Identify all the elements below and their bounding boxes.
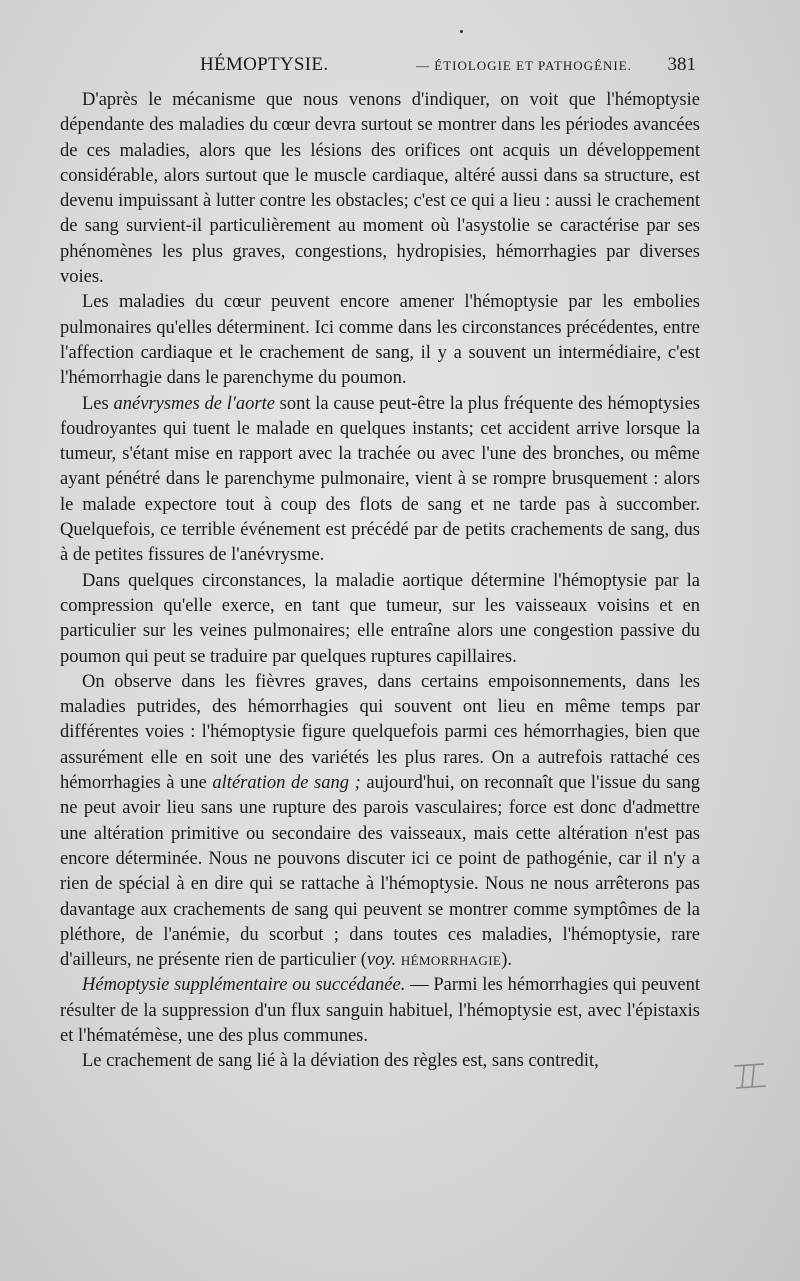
running-title: HÉMOPTYSIE. xyxy=(200,54,329,75)
paragraph-5-text-a: On observe dans les fièvres graves, dans certains empoisonnements, dans les maladies putrides, des hémorrhagies qui souvent ont lieu en même temps par différentes voies : l'hémoptysie figure quelquefois parmi ces hémorrhagies, bien que assurément elle en soit une des variétés les plus rares. On a autrefois rattaché ces hémorrhagies à une xyxy=(60,671,700,794)
paragraph-7: Le crachement de sang lié à la déviation des règles est, sans contredit, xyxy=(82,1051,599,1072)
print-speck xyxy=(460,30,463,33)
paragraph-5-voy: voy. xyxy=(366,950,397,971)
section-title xyxy=(416,51,632,81)
paragraph-3-italic: anévrysmes de l'aorte xyxy=(113,393,275,414)
paragraph-6-text: — Parmi les hémorrhagies qui peuvent résulter de la suppression d'un flux sanguin habituel, l'hémoptysie est, avec l'épistaxis et l'hématémèse, une des plus communes. xyxy=(60,975,700,1046)
paragraph-6 xyxy=(60,973,700,1049)
header-dash: — xyxy=(416,58,430,73)
paragraph-4: Dans quelques circonstances, la maladie aortique détermine l'hémoptysie par la compression qu'elle exerce, en tant que tumeur, sur les vaisseaux voisins et en particulier sur les veines pulmonaires; elle entraîne alors une congestion passive du poumon qui peut se traduire par quelques ruptures capillaires. xyxy=(60,570,700,667)
header-section: ÉTIOLOGIE ET PATHOGÉNIE. xyxy=(434,58,632,73)
handwritten-margin-note xyxy=(730,1058,770,1098)
paragraph-5 xyxy=(60,670,700,974)
paragraph-5-text-b: aujourd'hui, on reconnaît que l'issue du sang ne peut avoir lieu sans une rupture des parois vasculaires; force est donc d'admettre une altération primitive ou secondaire des vaisseaux, mais cette altération n'est pas encore déterminée. Nous ne pouvons discuter ici ce point de pathogénie, car il n'y a rien de spécial à en dire qui se rattache à l'hémoptysie. Nous ne nous arrêterons pas davantage aux crachements de sang qui peuvent se montrer comme symptômes de la pléthore, de l'anémie, du scorbut ; dans toutes ces maladies, l'hémoptysie, rare d'ailleurs, ne présente rien de particulier ( xyxy=(60,773,701,971)
page-number: 381 xyxy=(667,54,696,75)
running-header xyxy=(60,50,700,80)
paragraph-1: D'après le mécanisme que nous venons d'indiquer, on voit que l'hémoptysie dépendante des maladies du cœur devra surtout se montrer dans les périodes avancées de ces maladies, alors que les lésions des orifices ont acquis un développement considérable, alors surtout que le muscle cardiaque, altéré aussi dans sa structure, est devenu impuissant à lutter contre les obstacles; c'est ce qui a lieu : aussi le crachement de sang survient-il particulièrement au moment où l'asystolie se caractérise par ses phénomènes les plus graves, congestions, hydropisies, hémorrhagies par diverses voies. xyxy=(60,90,700,288)
paragraph-5-end: ). xyxy=(501,950,513,971)
paragraph-3-lead: Les xyxy=(82,393,114,414)
paragraph-3-text: sont la cause peut-être la plus fréquente des hémoptysies foudroyantes qui tuent le malade en quelques instants; cet accident arrive lorsque la tumeur, s'étant mise en rapport avec la trachée ou avec l'une des bronches, ou même ayant pénétré dans le parenchyme pulmonaire, vient à se rompre brusquement : alors le malade expectore tout à coup des flots de sang et ne tarde pas à succomber. Quelquefois, ce terrible événement est précédé par de petits crachements de sang, dus à de petites fissures de l'anévrysme. xyxy=(60,393,700,566)
paragraph-2: Les maladies du cœur peuvent encore amener l'hémoptysie par les embolies pulmonaires qu'elles déterminent. Ici comme dans les circonstances précédentes, entre l'affection cardiaque et le crachement de sang, il y a souvent un intermédiaire, c'est l'hémorrhagie dans le parenchyme du poumon. xyxy=(60,292,700,389)
cross-reference: HÉMORRHAGIE xyxy=(400,953,502,969)
paragraph-5-italic: altération de sang ; xyxy=(212,773,361,794)
paragraph-3 xyxy=(60,392,700,569)
paragraph-6-italic: Hémoptysie supplémentaire ou succédanée. xyxy=(82,975,406,996)
margin-note-drawing xyxy=(730,1058,770,1098)
body-text xyxy=(60,88,700,1075)
